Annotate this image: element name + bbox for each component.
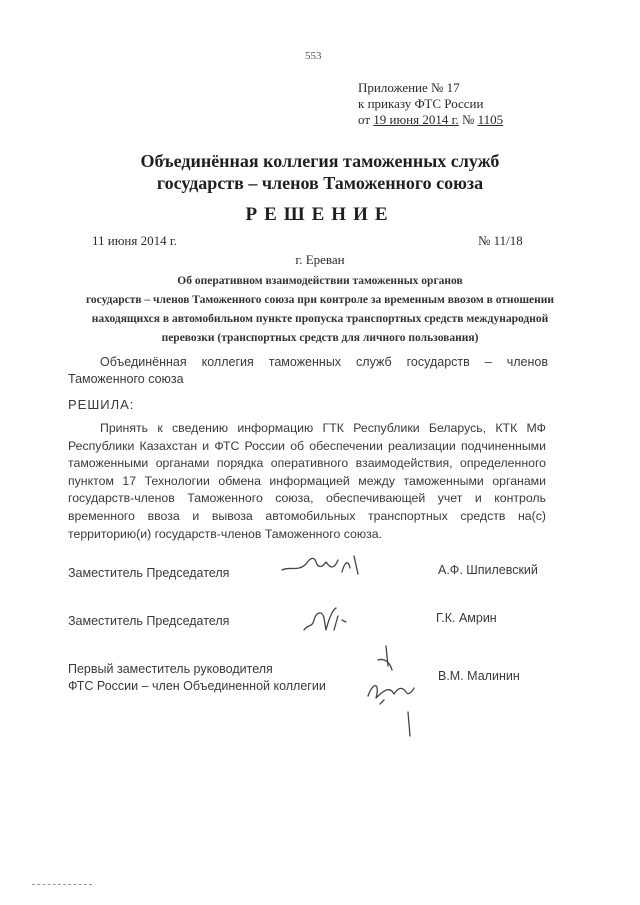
signatory-1-role: Заместитель Председателя — [68, 566, 230, 580]
decision-heading: РЕШЕНИЕ — [245, 204, 395, 225]
decision-date: 11 июня 2014 г. — [92, 233, 177, 248]
appendix-block — [358, 80, 503, 128]
title-line-1: Объединённая коллегия таможенных служб — [140, 151, 500, 171]
signatory-2-role: Заместитель Председателя — [68, 614, 230, 628]
signatory-3-name: В.М. Малинин — [438, 669, 520, 683]
appendix-line-3 — [358, 112, 503, 128]
decision-city: г. Ереван — [295, 252, 345, 267]
resolved-label: РЕШИЛА: — [68, 397, 135, 412]
resolution-text: Принять к сведению информацию ГТК Республики Беларусь, КТК МФ Республики Казахстан и ФТС России об обеспечении реализации подчиненными таможенными органами порядка оперативного взаимодействия, определенного пунктом 17 Технологии обмена информацией между таможенными органами государств-членов Таможенного союза, обеспечивающей учет и контроль временного ввоза и вывоза автомобильных транспортных средств на(с) территорию(и) государств-членов Таможенного союза. — [68, 421, 546, 541]
decision-number: № 11/18 — [478, 233, 523, 248]
signatory-3-role-line-1: Первый заместитель руководителя — [68, 662, 273, 676]
subject-line-1: Об оперативном взаимодействии таможенных органов — [177, 275, 463, 287]
signature-3-image — [354, 640, 424, 740]
subject-line-4: перевозки (транспортных средств для личного пользования) — [161, 332, 479, 344]
signature-1-image — [278, 548, 368, 584]
appendix-line-1: Приложение № 17 — [358, 80, 460, 95]
footer-mark — [32, 884, 92, 887]
signatory-2-name: Г.К. Амрин — [436, 611, 497, 625]
signatory-1-name: А.Ф. Шпилевский — [438, 563, 538, 577]
intro-paragraph: Объединённая коллегия таможенных служб государств – членов Таможенного союза — [68, 355, 548, 386]
appendix-no-label: № — [462, 112, 475, 127]
appendix-date: 19 июня 2014 г. — [373, 112, 459, 127]
appendix-number: 1105 — [477, 112, 504, 127]
document-title — [0, 150, 640, 194]
page-number: 553 — [305, 50, 322, 62]
subject-line-3: находящихся в автомобильном пункте пропуска транспортных средств международной — [91, 313, 549, 325]
signature-2-image — [298, 600, 358, 640]
appendix-prefix: от — [358, 112, 371, 127]
title-line-2: государств – членов Таможенного союза — [156, 173, 484, 193]
signatory-3-role — [68, 661, 326, 695]
decision-subject — [60, 272, 580, 348]
signatory-3-role-line-2: ФТС России – член Объединенной коллегии — [68, 679, 326, 693]
subject-line-2: государств – членов Таможенного союза при контроле за временным ввозом в отношении — [85, 294, 555, 306]
appendix-line-2: к приказу ФТС России — [358, 96, 484, 111]
